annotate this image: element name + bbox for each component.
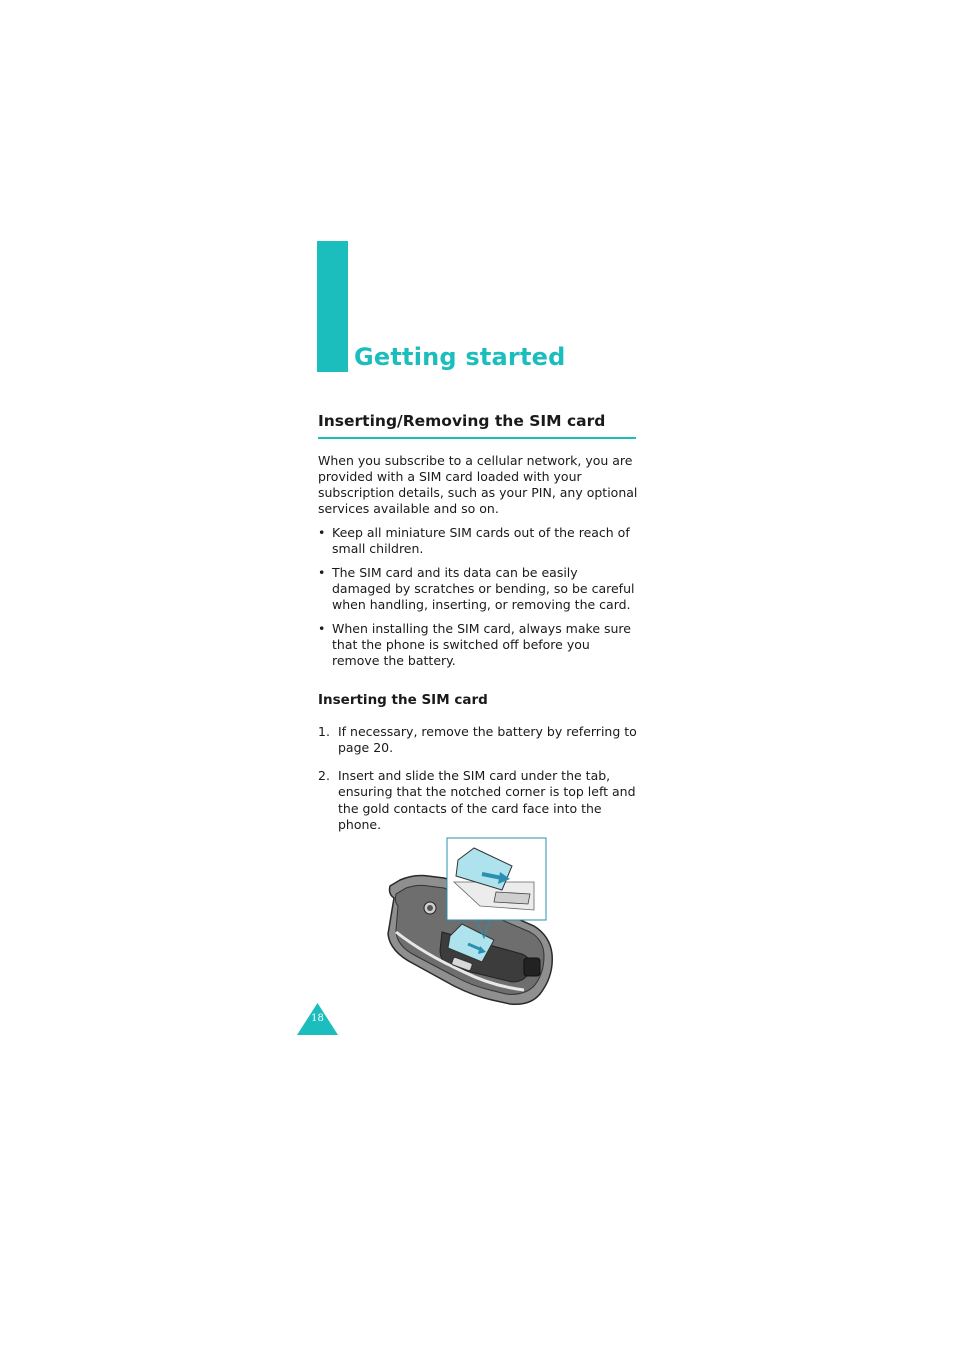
section-title: Inserting/Removing the SIM card	[318, 412, 606, 430]
step-item: 2. Insert and slide the SIM card under the tab, ensuring that the notched corner is top left and the gold contacts of the card face into the phone.	[318, 768, 636, 832]
step-list-2	[318, 768, 638, 833]
step-item: 1. If necessary, remove the battery by referring to page 20.	[318, 724, 637, 756]
intro-paragraph: When you subscribe to a cellular network, you are provided with a SIM card loaded with your subscription details, such as your PIN, any optional services available and so on.	[318, 453, 638, 516]
list-item: • The SIM card and its data can be easily damaged by scratches or bending, so be careful when handling, inserting, or removing the card.	[318, 565, 635, 612]
chapter-accent-bar	[317, 241, 348, 372]
subsection-title: Inserting the SIM card	[318, 692, 488, 708]
chapter-title: Getting started	[354, 343, 566, 371]
section-divider	[318, 437, 636, 439]
list-item: • When installing the SIM card, always make sure that the phone is switched off before you remove the battery.	[318, 621, 631, 668]
page-number: 18	[311, 1013, 324, 1024]
list-item: • Keep all miniature SIM cards out of the reach of small children.	[318, 525, 630, 556]
sim-insertion-illustration	[384, 836, 554, 1008]
step-list-1	[318, 724, 638, 757]
precaution-list	[318, 525, 638, 677]
